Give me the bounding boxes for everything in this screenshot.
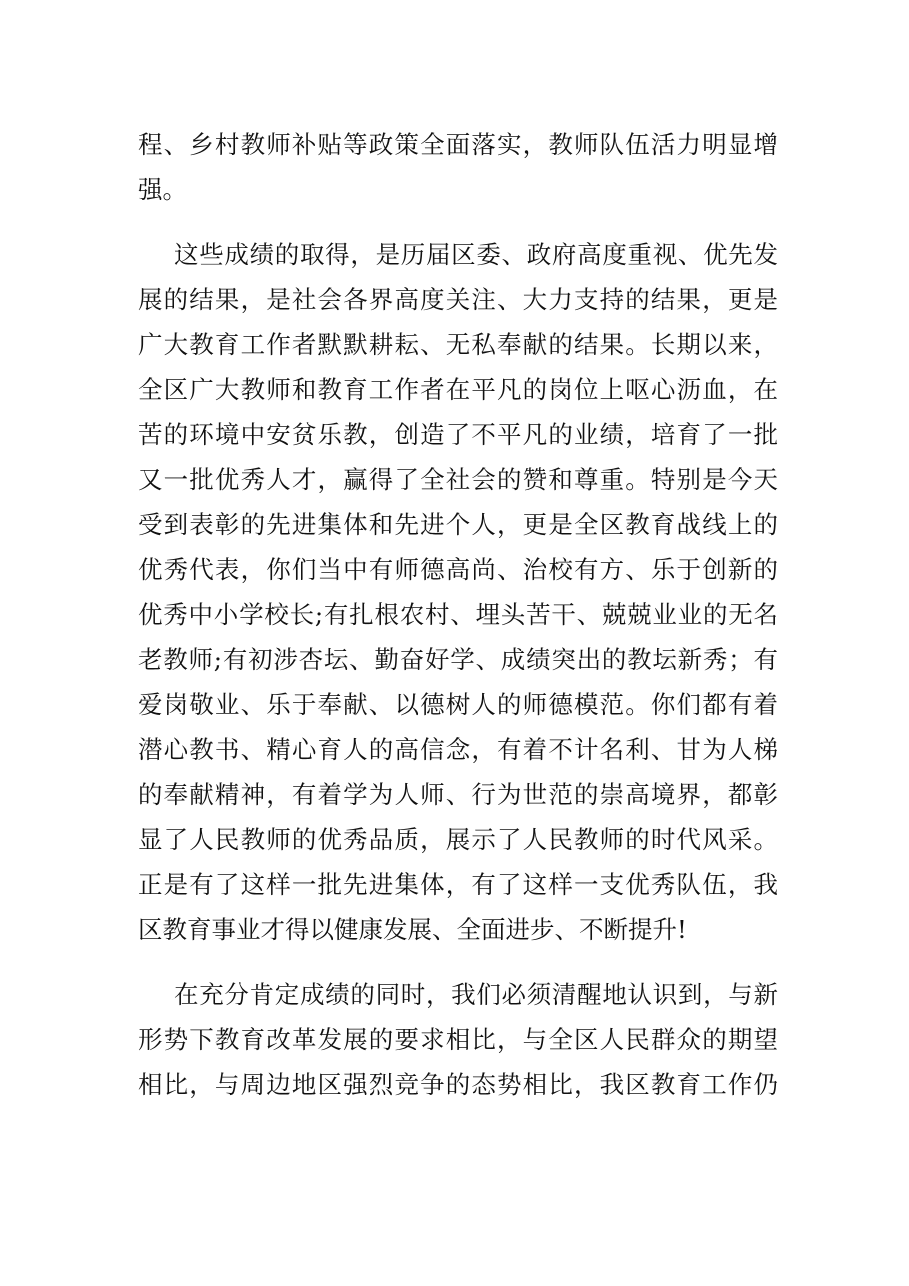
text-line: 广大教育工作者默默耕耘、无私奉献的结果。长期以来， bbox=[138, 330, 778, 359]
text-line: 老教师;有初涉杏坛、勤奋好学、成绩突出的教坛新秀；有 bbox=[138, 645, 778, 674]
text-line: 苦的环境中安贫乐教，创造了不平凡的业绩，培育了一批 bbox=[138, 420, 778, 449]
text-line: 展的结果，是社会各界高度关注、大力支持的结果，更是 bbox=[138, 285, 778, 314]
text-line: 正是有了这样一批先进集体，有了这样一支优秀队伍，我 bbox=[138, 870, 778, 899]
paragraph-2 bbox=[138, 232, 778, 952]
paragraph-3 bbox=[138, 972, 778, 1107]
text-line: 相比，与周边地区强烈竞争的态势相比，我区教育工作仍 bbox=[138, 1070, 778, 1099]
text-line: 显了人民教师的优秀品质，展示了人民教师的时代风采。 bbox=[138, 825, 778, 854]
paragraph-1 bbox=[138, 122, 778, 212]
text-line: 优秀代表，你们当中有师德高尚、治校有方、乐于创新的 bbox=[138, 555, 778, 584]
text-line: 形势下教育改革发展的要求相比，与全区人民群众的期望 bbox=[138, 1025, 778, 1054]
paragraph-gap bbox=[138, 212, 778, 232]
document-body bbox=[138, 122, 778, 1107]
text-line: 的奉献精神，有着学为人师、行为世范的崇高境界，都彰 bbox=[138, 780, 778, 809]
text-line: 程、乡村教师补贴等政策全面落实，教师队伍活力明显增 bbox=[138, 130, 778, 159]
text-line: 又一批优秀人才，赢得了全社会的赞和尊重。特别是今天 bbox=[138, 465, 778, 494]
text-line: 区教育事业才得以健康发展、全面进步、不断提升! bbox=[138, 915, 687, 944]
text-line: 在充分肯定成绩的同时，我们必须清醒地认识到，与新 bbox=[174, 980, 778, 1009]
paragraph-gap bbox=[138, 952, 778, 972]
text-line: 爱岗敬业、乐于奉献、以德树人的师德模范。你们都有着 bbox=[138, 690, 778, 719]
text-line: 潜心教书、精心育人的高信念，有着不计名利、甘为人梯 bbox=[138, 735, 778, 764]
text-line: 优秀中小学校长;有扎根农村、埋头苦干、兢兢业业的无名 bbox=[138, 600, 778, 629]
text-line: 全区广大教师和教育工作者在平凡的岗位上呕心沥血，在 bbox=[138, 375, 778, 404]
text-line: 强。 bbox=[138, 175, 187, 204]
text-line: 这些成绩的取得，是历届区委、政府高度重视、优先发 bbox=[174, 240, 778, 269]
text-line: 受到表彰的先进集体和先进个人，更是全区教育战线上的 bbox=[138, 510, 778, 539]
